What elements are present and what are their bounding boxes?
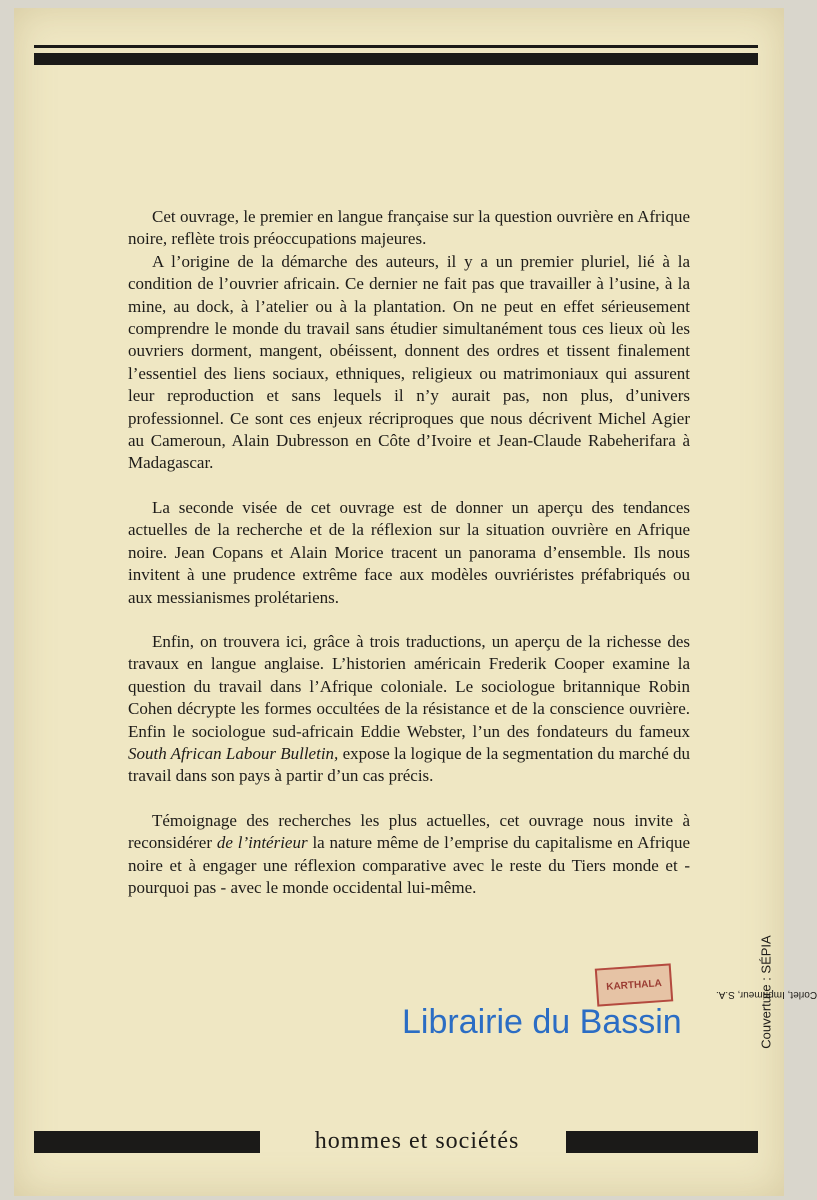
translations-paragraph — [128, 631, 690, 788]
watermark-text: Librairie du Bassin — [402, 1003, 682, 1041]
publisher-stamp: KARTHALA — [595, 963, 673, 1006]
back-cover-text — [128, 206, 690, 899]
intro-paragraph: Cet ouvrage, le premier en langue française sur la question ouvrière en Afrique noire, reflète trois préoccupations majeures. — [128, 207, 690, 249]
second-aim-paragraph: La seconde visée de cet ouvrage est de donner un aperçu des tendances actuelles de la recherche et de la réflexion sur la situation ouvrière en Afrique noire. Jean Copans et Alain Morice tracent un panorama d’ensemble. Ils nous invitent à une prudence extrême face aux modèles ouvriéristes préfabriqués ou aux messianismes prolétariens. — [128, 497, 690, 607]
first-aim-paragraph: A l’origine de la démarche des auteurs, il y a un premier pluriel, lié à la condition de l’ouvrier africain. Ce dernier ne fait pas que travailler à l’usine, à la mine, au dock, à l’atelier ou à la plantation. On ne peut en effet sérieusement comprendre le monde du travail sans étudier simultanément tous ces lieux où les ouvriers dorment, mangent, obéissent, donnent des ordres et tissent finalement l’essentiel des liens sociaux, ethniques, religieux ou matrimoniaux qui assurent leur reproduction et sans lequels il n’y aurait pas, non plus, d’univers professionnel. Ce sont ces enjeux récriproques que nous décrivent Michel Agier au Cameroun, Alain Dubresson en Côte d’Ivoire et Jean-Claude Rabeherifara à Madagascar. — [128, 251, 690, 473]
series-banner — [34, 1126, 758, 1156]
text-segment: Témoignage des recherches les plus actuelles, cet ouvrage nous invite à reconsidérer — [128, 810, 690, 853]
footer-bar-left — [34, 1131, 260, 1153]
text-segment: la nature même de l’emprise du capitalisme en Afrique noire et à engager une réflexion comparative avec le reste du Tiers monde et - pourquoi pas - avec le monde occidental lui-même. — [128, 833, 691, 897]
publisher-credits — [715, 870, 817, 1120]
top-double-rule — [34, 45, 758, 66]
journal-title: South African Labour Bulletin, — [128, 743, 339, 763]
printer-credit: Corlet, Imprimeur, S.A. — [715, 989, 817, 1001]
conclusion-paragraph — [128, 810, 690, 900]
cover-credit: Couverture : SÉPIA — [758, 935, 774, 1049]
text-segment: Enfin, on trouvera ici, grâce à trois traductions, un aperçu de la richesse des travaux en langue anglaise. L’historien américain Frederik Cooper examine la question du travail dans l’Afrique coloniale. Le sociologue britannique Robin Cohen décrypte les formes occultées de la résistance et de la conscience ouvrière. Enfin le sociologue sud-africain Eddie Webster, l’un des fondateurs du fameux — [128, 631, 690, 741]
footer-bar-right — [566, 1131, 758, 1153]
emphasis-text: de l’intérieur — [216, 833, 308, 853]
text-segment: expose la logique de la segmentation du marché du travail dans son pays à partir d’un cas précis. — [128, 743, 691, 786]
series-title: hommes et sociétés — [314, 1128, 520, 1154]
